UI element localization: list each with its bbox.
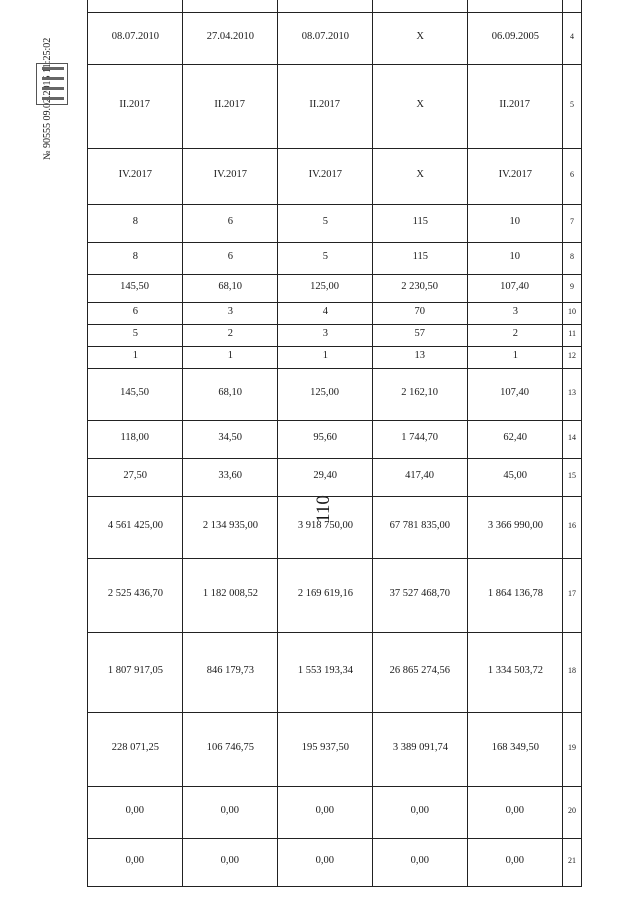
cell-value: 5 (132, 328, 138, 340)
table-cell (468, 713, 563, 787)
table-cell (373, 713, 468, 787)
table-cell (278, 325, 373, 347)
table-cell (278, 633, 373, 713)
cell-value: 68,10 (218, 387, 242, 399)
table-cell (183, 0, 278, 13)
data-table (87, 0, 582, 887)
table-cell (278, 369, 373, 421)
cell-value: 29,40 (313, 470, 337, 482)
column-number: 11 (568, 329, 576, 339)
table-cell (183, 787, 278, 839)
column-number: 6 (570, 170, 574, 180)
table-band (88, 369, 582, 421)
table-cell (468, 13, 563, 65)
table-cell (373, 243, 468, 275)
column-number-cell (563, 421, 582, 459)
table-cell (373, 459, 468, 497)
table-band (88, 275, 582, 303)
cell-value: 0,00 (125, 805, 145, 817)
cell-value: 3 (227, 306, 233, 318)
cell-value: 6 (227, 216, 233, 228)
cell-value: 27,50 (123, 470, 147, 482)
cell-value: 417,40 (405, 470, 435, 482)
table-cell (373, 325, 468, 347)
table-band (88, 13, 582, 65)
column-number: 13 (568, 388, 576, 398)
table-cell (88, 839, 183, 887)
cell-value: II.2017 (119, 99, 151, 111)
table-cell (468, 559, 563, 633)
cell-value: 3 (512, 306, 518, 318)
cell-value: 2 134 935,00 (202, 520, 258, 532)
cell-value: IV.2017 (308, 169, 342, 181)
cell-value: 70 (414, 306, 426, 318)
table-cell (88, 149, 183, 205)
cell-value: 3 (322, 328, 328, 340)
cell-value: 1 (322, 350, 328, 362)
cell-value: 27.04.2010 (206, 31, 254, 43)
cell-value: 145,50 (120, 387, 150, 399)
cell-value: 0,00 (220, 805, 240, 817)
table-cell (88, 205, 183, 243)
cell-value: X (416, 31, 424, 43)
column-number: 10 (568, 307, 576, 317)
table-cell (183, 303, 278, 325)
cell-value: 1 (512, 350, 518, 362)
cell-value: 125,00 (310, 281, 340, 293)
table-cell (183, 459, 278, 497)
table-band (88, 243, 582, 275)
cell-value: 195 937,50 (301, 742, 349, 754)
column-number: 8 (570, 252, 574, 262)
table-cell (183, 559, 278, 633)
table-band (88, 787, 582, 839)
cell-value: 107,40 (500, 387, 530, 399)
cell-value: 118,00 (120, 432, 150, 444)
table-band (88, 205, 582, 243)
table-cell (278, 0, 373, 13)
table-cell (373, 65, 468, 149)
cell-value: 1 (132, 350, 138, 362)
cell-value: 1 182 008,52 (202, 588, 258, 600)
cell-value: X (416, 99, 424, 111)
column-number-cell (563, 497, 582, 559)
cell-value: 95,60 (313, 432, 337, 444)
cell-value: 45,00 (503, 470, 527, 482)
column-number: 15 (568, 471, 576, 481)
table-cell (468, 0, 563, 13)
table-cell (88, 325, 183, 347)
table-cell (278, 713, 373, 787)
column-number-cell (563, 369, 582, 421)
cell-value: 06.09.2005 (491, 31, 539, 43)
column-number-cell (563, 839, 582, 887)
table-cell (373, 275, 468, 303)
table-cell (183, 275, 278, 303)
table-cell (468, 149, 563, 205)
table-band (88, 713, 582, 787)
cell-value: 1 744,70 (401, 432, 439, 444)
table-cell (88, 347, 183, 369)
cell-value: II.2017 (214, 99, 246, 111)
table-cell (468, 633, 563, 713)
column-number-cell (563, 459, 582, 497)
table-cell (183, 421, 278, 459)
cell-value: 5 (322, 251, 328, 263)
column-number: 5 (570, 100, 574, 110)
table-band (88, 839, 582, 887)
table-band (88, 65, 582, 149)
cell-value: 57 (414, 328, 426, 340)
table-band (88, 459, 582, 497)
table-cell (373, 787, 468, 839)
cell-value: 1 334 503,72 (487, 665, 543, 677)
table-cell (88, 421, 183, 459)
table-band (88, 0, 582, 13)
column-number: 18 (568, 666, 576, 676)
table-cell (278, 205, 373, 243)
cell-value: 13 (414, 350, 426, 362)
table-cell (373, 205, 468, 243)
column-number: 20 (568, 806, 576, 816)
table-cell (468, 347, 563, 369)
column-number-cell (563, 149, 582, 205)
cell-value: 846 179,73 (206, 665, 254, 677)
cell-value: IV.2017 (498, 169, 532, 181)
cell-value: 1 807 917,05 (107, 665, 163, 677)
table-band (88, 347, 582, 369)
column-number-cell (563, 325, 582, 347)
cell-value: 33,60 (218, 470, 242, 482)
column-number: 21 (568, 856, 576, 866)
table-cell (468, 205, 563, 243)
table-cell (278, 787, 373, 839)
cell-value: 0,00 (410, 805, 430, 817)
cell-value: 08.07.2010 (301, 31, 349, 43)
cell-value: 168 349,50 (491, 742, 539, 754)
table-cell (183, 497, 278, 559)
column-number-cell (563, 633, 582, 713)
table-cell (468, 325, 563, 347)
cell-value: 67 781 835,00 (389, 520, 451, 532)
cell-value: 10 (509, 216, 521, 228)
table-cell (468, 787, 563, 839)
table-band (88, 559, 582, 633)
cell-value: 4 (322, 306, 328, 318)
cell-value: 107,40 (500, 281, 530, 293)
table-cell (183, 149, 278, 205)
cell-value: 26 865 274,56 (389, 665, 451, 677)
column-number: 17 (568, 589, 576, 599)
table-cell (278, 303, 373, 325)
table-cell (468, 243, 563, 275)
table-cell (183, 839, 278, 887)
column-number: 16 (568, 521, 576, 531)
table-cell (278, 347, 373, 369)
table-cell (88, 243, 183, 275)
table-band (88, 303, 582, 325)
column-number-cell (563, 13, 582, 65)
cell-value: 115 (412, 251, 428, 263)
cell-value: 2 162,10 (401, 387, 439, 399)
cell-value: X (416, 169, 424, 181)
table-cell (183, 713, 278, 787)
table-cell (468, 303, 563, 325)
table-cell (278, 497, 373, 559)
table-cell (88, 369, 183, 421)
table-band (88, 325, 582, 347)
cell-value: 1 (227, 350, 233, 362)
table-cell (88, 633, 183, 713)
cell-value: 2 230,50 (401, 281, 439, 293)
table-cell (88, 275, 183, 303)
table-cell (468, 459, 563, 497)
table-cell (183, 243, 278, 275)
table-cell (183, 13, 278, 65)
cell-value: 115 (412, 216, 428, 228)
table-cell (373, 559, 468, 633)
cell-value: 3 389 091,74 (392, 742, 448, 754)
table-cell (373, 633, 468, 713)
table-cell (88, 497, 183, 559)
table-cell (88, 303, 183, 325)
table-band (88, 633, 582, 713)
table-cell (278, 421, 373, 459)
page-number: 110 (313, 495, 335, 523)
table-cell (373, 839, 468, 887)
cell-value: 0,00 (505, 805, 525, 817)
column-number-cell (563, 559, 582, 633)
table-cell (373, 149, 468, 205)
table-cell (468, 421, 563, 459)
cell-value: 1 864 136,78 (487, 588, 543, 600)
table-cell (468, 275, 563, 303)
table-cell (278, 839, 373, 887)
column-number: 19 (568, 743, 576, 753)
table-cell (468, 65, 563, 149)
table-cell (373, 13, 468, 65)
stamp-icon (36, 63, 68, 105)
table-band (88, 497, 582, 559)
cell-value: 2 (227, 328, 233, 340)
table-cell (88, 0, 183, 13)
table-cell (183, 369, 278, 421)
column-number: 9 (570, 282, 574, 292)
table-cell (278, 243, 373, 275)
table-band (88, 149, 582, 205)
cell-value: 228 071,25 (111, 742, 159, 754)
table-cell (278, 13, 373, 65)
cell-value: 6 (132, 306, 138, 318)
cell-value: 2 525 436,70 (107, 588, 163, 600)
table-cell (183, 205, 278, 243)
column-number-cell (563, 243, 582, 275)
table-cell (278, 149, 373, 205)
cell-value: IV.2017 (118, 169, 152, 181)
cell-value: 145,50 (120, 281, 150, 293)
cell-value: 8 (132, 251, 138, 263)
table-cell (373, 421, 468, 459)
table-cell (373, 0, 468, 13)
cell-value: 08.07.2010 (111, 31, 159, 43)
column-number-cell (563, 303, 582, 325)
cell-value: 8 (132, 216, 138, 228)
table-cell (88, 713, 183, 787)
table-cell (373, 497, 468, 559)
cell-value: 3 918 750,00 (297, 520, 353, 532)
column-number: 14 (568, 433, 576, 443)
cell-value: 5 (322, 216, 328, 228)
cell-value: 6 (227, 251, 233, 263)
cell-value: 3 366 990,00 (487, 520, 543, 532)
cell-value: 37 527 468,70 (389, 588, 451, 600)
cell-value: 0,00 (220, 855, 240, 867)
column-number-cell (563, 347, 582, 369)
cell-value: 34,50 (218, 432, 242, 444)
table-cell (373, 347, 468, 369)
cell-value: 1 553 193,34 (297, 665, 353, 677)
table-cell (278, 65, 373, 149)
table-cell (373, 303, 468, 325)
table-cell (468, 369, 563, 421)
table-cell (88, 459, 183, 497)
column-number: 4 (570, 32, 574, 42)
column-number-cell (563, 787, 582, 839)
table-cell (278, 459, 373, 497)
cell-value: II.2017 (309, 99, 341, 111)
table-cell (88, 559, 183, 633)
column-number-cell (563, 713, 582, 787)
table-band (88, 421, 582, 459)
cell-value: 10 (509, 251, 521, 263)
cell-value: 0,00 (410, 855, 430, 867)
cell-value: 62,40 (503, 432, 527, 444)
cell-value: 68,10 (218, 281, 242, 293)
table-cell (183, 65, 278, 149)
cell-value: 4 561 425,00 (107, 520, 163, 532)
cell-value: 0,00 (315, 805, 335, 817)
column-number: 7 (570, 217, 574, 227)
column-number-cell (563, 0, 582, 13)
table-cell (88, 13, 183, 65)
column-number-cell (563, 275, 582, 303)
cell-value: 106 746,75 (206, 742, 254, 754)
table-cell (88, 65, 183, 149)
column-number-cell (563, 205, 582, 243)
table-cell (278, 559, 373, 633)
table-cell (183, 347, 278, 369)
cell-value: 0,00 (505, 855, 525, 867)
column-number: 12 (568, 351, 576, 361)
cell-value: 2 (512, 328, 518, 340)
table-cell (183, 325, 278, 347)
table-cell (468, 839, 563, 887)
cell-value: 2 169 619,16 (297, 588, 353, 600)
cell-value: II.2017 (499, 99, 531, 111)
table-cell (88, 787, 183, 839)
table-cell (278, 275, 373, 303)
table-cell (183, 633, 278, 713)
cell-value: 125,00 (310, 387, 340, 399)
table-cell (373, 369, 468, 421)
cell-value: 0,00 (315, 855, 335, 867)
table-cell (468, 497, 563, 559)
column-number-cell (563, 65, 582, 149)
cell-value: IV.2017 (213, 169, 247, 181)
cell-value: 0,00 (125, 855, 145, 867)
